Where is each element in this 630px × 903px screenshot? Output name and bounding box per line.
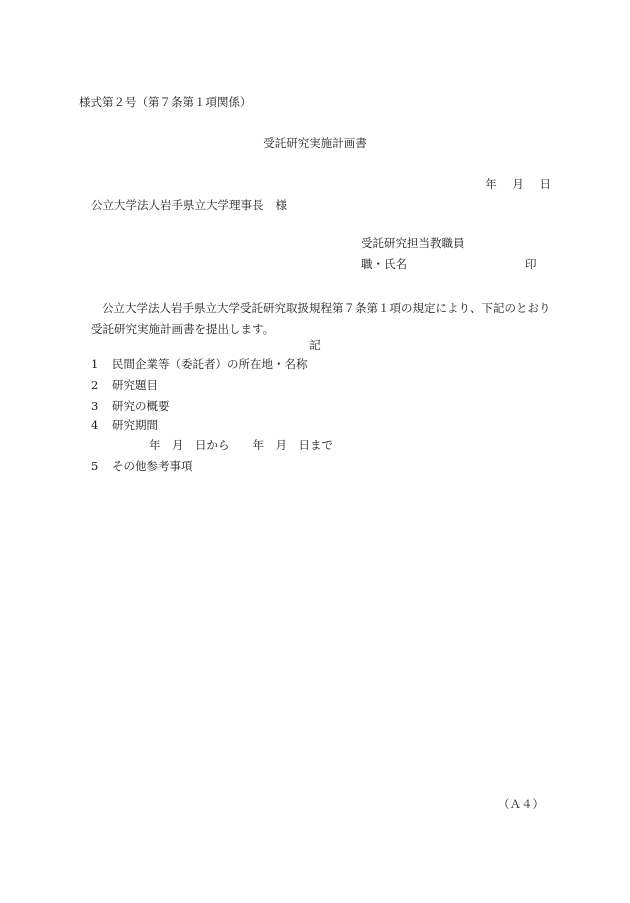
item-number: 1: [91, 357, 99, 371]
record-mark: 記: [309, 338, 321, 352]
applicant-title: 受託研究担当教職員: [361, 236, 465, 250]
item-number: 5: [91, 459, 99, 473]
list-item: [91, 401, 170, 413]
form-number: 様式第２号（第７条第１項関係）: [79, 95, 252, 109]
item-label: 研究期間: [112, 418, 158, 432]
addressee: [91, 200, 287, 212]
item-label: 研究の概要: [112, 399, 170, 413]
item-label: その他参考事項: [112, 459, 193, 473]
body-text: 公立大学法人岩手県立大学受託研究取扱規程第７条第１項の規定により、下記のとおり受託研究実施計画書を提出します。: [91, 301, 551, 336]
list-item: [91, 420, 158, 432]
seal-mark: 印: [525, 257, 537, 271]
date-day-label: 日: [539, 177, 551, 191]
addressee-honorific: 様: [275, 198, 287, 212]
item-label: 研究題目: [112, 378, 158, 392]
document-title: 受託研究実施計画書: [263, 136, 367, 150]
item-number: 4: [91, 418, 99, 432]
applicant-name-label: 職・氏名: [361, 257, 407, 271]
date-year-label: 年: [485, 177, 497, 191]
addressee-name: 公立大学法人岩手県立大学理事長: [91, 198, 264, 212]
date-line: [485, 179, 551, 191]
item-number: 2: [91, 378, 99, 392]
item-label: 民間企業等（委託者）の所在地・名称: [112, 357, 308, 371]
item-number: 3: [91, 399, 99, 413]
list-item: [91, 461, 193, 473]
date-month-label: 月: [512, 177, 524, 191]
paper-size-label: （Ａ４）: [498, 797, 544, 811]
research-period-line: 年 月 日から 年 月 日まで: [149, 438, 333, 452]
list-item: [91, 359, 308, 371]
list-item: [91, 380, 158, 392]
